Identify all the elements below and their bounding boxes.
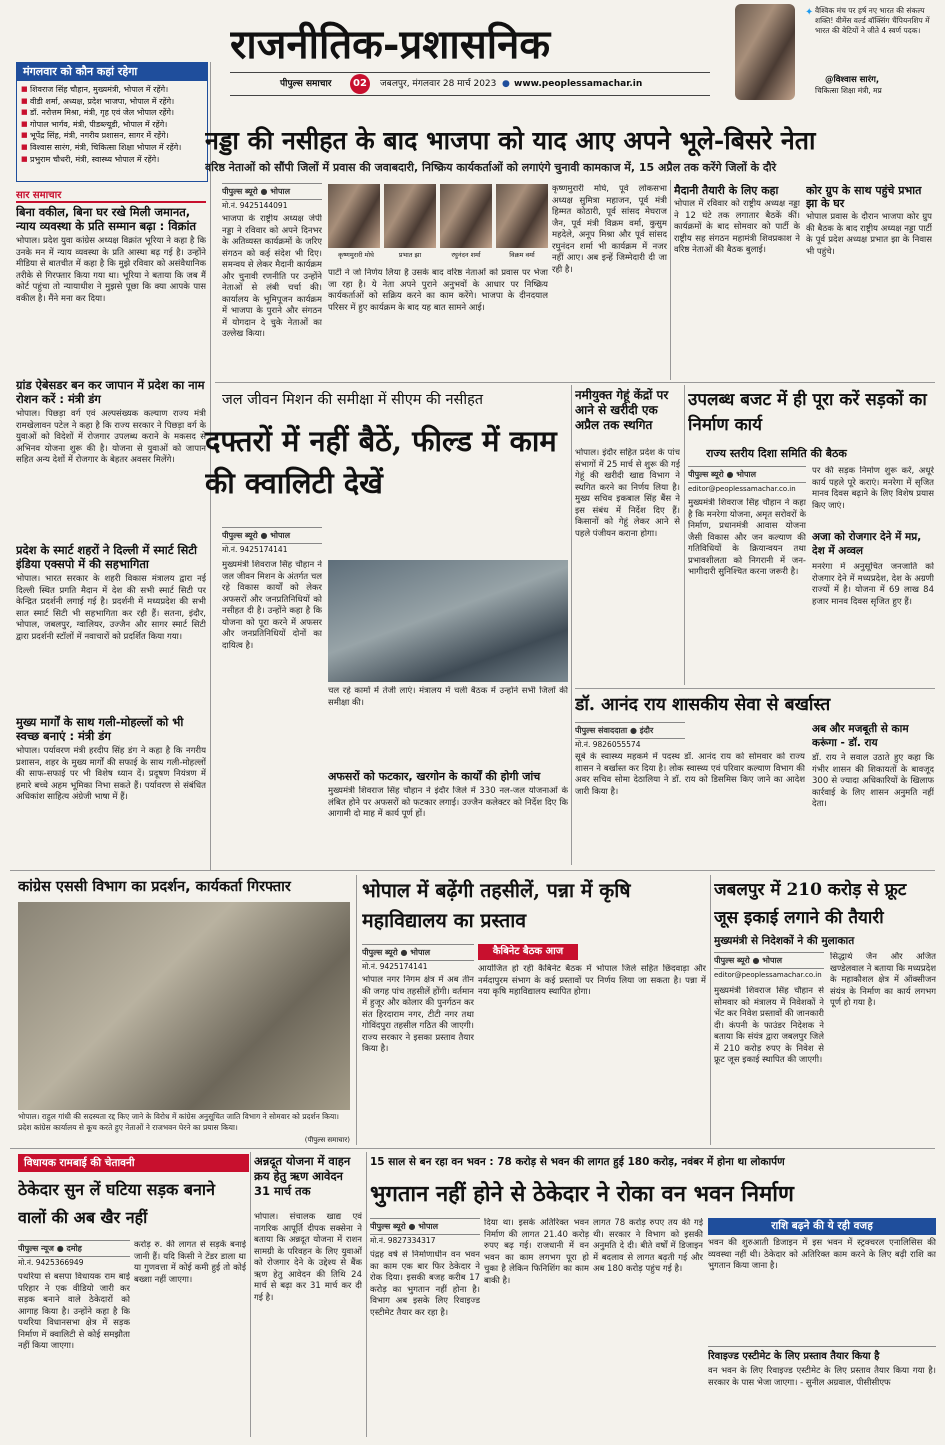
paper-name: पीपुल्स समाचार	[280, 79, 332, 89]
section-rule	[575, 688, 935, 689]
lead-col-2: पार्टी ने जो निर्णय लिया है उसके बाद वरिष्ठ नेताओं को प्रवास पर भेजा जा रहा है। ये नेता अपने पुराने अनुभवों के आधार पर निष्क्रिय कार्यकर्ताओं को सक्रिय करने का काम करेंगे। भाजपा के दीनदयाल परिसर में हुए कार्यक्रम के बाद यह बात सामने आई।	[328, 268, 548, 313]
rai-byline-block	[575, 722, 685, 751]
mobile-number: मो.नं. 9425174141	[222, 545, 288, 554]
side-text: भवन की शुरुआती डिजाइन में इस भवन में स्ट्रक्चरल एनालिसिस की व्यवस्था नहीं थी। ठेकेदार को अतिरिक्त काम करने के लिए बढ़ी राशि का भुगतान किया जाना है।	[708, 1238, 936, 1271]
minister-photo	[735, 4, 795, 100]
photo-credit: (पीपुल्स समाचार)	[304, 1136, 350, 1144]
ministers-list	[17, 81, 207, 168]
story2-headline: दफ्तरों में नहीं बैठें, फील्ड में काम की क्वालिटी देखें	[205, 424, 557, 500]
mobile-number: मो.नं. 9827334317	[370, 1236, 436, 1245]
section-rule	[10, 1148, 935, 1149]
meeting-photo	[328, 560, 568, 682]
masthead-bar	[230, 72, 710, 96]
story2-byline-block	[222, 527, 322, 556]
vanbhavan-col-1: पंद्रह वर्ष से निर्माणाधीन वन भवन का काम एक बार फिर ठेकेदार ने रोक दिया। इसकी बजह करीब 17 करोड़ का भुगतान नहीं होना है। विभाग अब इसके लिए रिवाइज्ड एस्टीमेट तैयार कर रहा है।	[370, 1250, 480, 1318]
tweet-box	[735, 4, 940, 100]
budget-text: मुख्यमंत्री शिवराज सिंह चौहान ने कहा है कि मनरेगा योजना, अमृत सरोवरों के निर्माण, प्रधानमंत्री आवास योजना जैसी विकास और जन कल्याण की गतिविधियों के क्रियान्वयन तथा प्रभावशीलता को निगरानी में जन-भागीदारी सुनिश्चित करना जरूरी है।	[688, 498, 806, 577]
vanbhavan-side	[708, 1218, 936, 1342]
ministers-box	[16, 62, 208, 182]
side-headline: अब और मजबूती से काम करूंगा - डॉ. राय	[812, 723, 909, 749]
mobile-number: मो.नं. 9826055574	[575, 740, 641, 749]
brief-text: भोपाल। पिछड़ा वर्ग एवं अल्पसंख्यक कल्याण राज्य मंत्री रामखेलावन पटेल ने कहा है कि राज्य सरकार ने पिछड़ा वर्ग के युवाओं को विदेशों में रोजगार उपलब्ध कराने के मकसद से अभिनव योजना शुरू की है। योजना से युवाओं को जापान सहित अन्य देशों में रोजगार के बेहतर अवसर मिलेंगे।	[16, 409, 206, 465]
twitter-icon: ✦	[805, 7, 814, 18]
story2-subtext: मुख्यमंत्री शिवराज सिंह चौहान ने इंदौर जिले में 330 नल-जल योजनाओं के लंबित होने पर अफसरों को फटकार लगाई। उज्जैन कलेक्टर को निर्देश दिए कि आगामी दो माह में कार्य पूर्ण हों।	[328, 786, 568, 819]
byline: पीपुल्स संवाददाता ● इंदौर	[575, 722, 685, 739]
rai-text: सूबे के स्वास्थ्य महकमे में पदस्थ डॉ. आनंद राय को सोमवार को राज्य शासन ने बर्खास्त कर दिया है। लोक स्वास्थ्य एवं परिवार कल्याण विभाग की अवर सचिव सोमा देठालिया ने डॉ. राय को डिसमिस किए जाने का आदेश जारी किया है।	[575, 752, 805, 797]
photo-sharma	[440, 184, 492, 248]
photo-verma	[496, 184, 548, 248]
mobile-number: मो.नं. 9425144091	[222, 201, 288, 210]
side-text: डॉ. राय ने सवाल उठाते हुए कहा कि गंभीर शासन की शिकायतों के बावजूद 300 से ज्यादा अधिकारियों के खिलाफ कार्रवाई के लिए शासन अनुमति नहीं देता।	[812, 753, 934, 809]
story2-col-2: चल रहे कामों में तेजी लाएं। मंत्रालय में चली बैठक में उन्होंने सभी जिलों की समीक्षा की।	[328, 686, 568, 708]
wheat-text: भोपाल। इंदौर सहित प्रदेश के पांच संभागों में 25 मार्च से शुरू की गई गेहूं की खरीदी खाद्य विभाग ने स्थगित करने का निर्णय लिया है। मुख्य सचिव इकबाल सिंह बैंस ने इस संबंध में निर्देश दिए हैं। किसानों को गेहूं लेकर आने से पहले पंजीयन कराना होगा।	[575, 448, 680, 539]
mobile-number: editor@peoplessamachar.co.in	[714, 971, 822, 979]
mobile-number: मो.नं. 9425366949	[18, 1258, 84, 1267]
column-rule	[684, 385, 685, 685]
juice-text-2: सिद्धार्थ जैन और अजित खण्डेलवाल ने बताया कि मध्यप्रदेश के महाकौशल क्षेत्र में ऑक्सीजन संयंत्र के निर्माण का कार्य लगभग पूर्ण हो गया है।	[830, 952, 936, 1008]
brief-headline: प्रदेश के स्मार्ट शहरों ने दिल्ली में स्मार्ट सिटी इंडिया एक्सपो में की सहभागिता	[16, 543, 198, 571]
budget-byline-block	[688, 466, 806, 495]
list-item: ■ गोपाल भार्गव, मंत्री, पीडब्ल्यूडी, भोपाल में रहेंगे।	[21, 119, 203, 131]
tehsil-headline: भोपाल में बढ़ेंगी तहसीलें, पन्ना में कृषि महाविद्यालय का प्रस्ताव	[362, 879, 631, 932]
mla-label: विधायक रामबाई की चेतावनी	[18, 1154, 249, 1172]
saar-label: सार समाचार	[16, 187, 206, 203]
list-item: ■ शिवराज सिंह चौहान, मुख्यमंत्री, भोपाल में रहेंगे।	[21, 84, 203, 96]
juice-subhead: मुख्यमंत्री से निदेशकों ने की मुलाकात	[714, 935, 855, 947]
story2-col-1: मुख्यमंत्री शिवराज सिंह चौहान ने जल जीवन मिशन के अंतर्गत चल रहे विकास कार्यों को लेकर अफसरों और जनप्रतिनिधियों को नसीहत दी है। उन्होंने कहा है कि योजना को पूरा करने में अफसर और जनप्रतिनिधियों दोनों का दायित्व है।	[222, 560, 322, 651]
wheat-headline: नमीयुक्त गेहूं केंद्रों पर आने से खरीदी एक अप्रैल तक स्थगित	[575, 388, 669, 432]
byline: पीपुल्स ब्यूरो ● भोपाल	[362, 944, 474, 961]
brief-text: भोपाल। पर्यावरण मंत्री हरदीप सिंह डंग ने कहा है कि नगरीय प्रशासन, शहर के मुख्य मार्गों की सफाई के साथ गली-मोहल्लों की साफ-सफाई पर भी विशेष ध्यान दें। प्रदूषण नियंत्रण में हमारे बच्चे अहम भूमिका निभा सकते हैं। पर्यावरण से संबंधित अधिकांश साहित्य अंग्रेजी भाषा में हैं।	[16, 746, 206, 802]
story2-kicker: जल जीवन मिशन की समीक्षा में सीएम की नसीहत	[222, 392, 484, 408]
lead-headline: नड्डा की नसीहत के बाद भाजपा को याद आए अपने भूले-बिसरे नेता	[205, 126, 816, 155]
side-text: भोपाल में रविवार को राष्ट्रीय अध्यक्ष नड्डा ने 12 घंटे तक लगातार बैठकें कीं। कार्यक्रमों के बाद सोमवार को पार्टी के राष्ट्रीय सह संगठन महामंत्री शिवप्रकाश ने वरिष्ठ नेताओं की बैठक बुलाई।	[674, 199, 800, 255]
lead-col-1: भाजपा के राष्ट्रीय अध्यक्ष जेपी नड्डा ने रविवार को अपने दिनभर के अतिव्यस्त कार्यक्रमों के जरिए संगठन को कई संदेश भी दिए। समन्वय से लेकर मैदानी कार्यक्रम और चुनावी रणनीति पर उन्होंने नेताओं से लंबी चर्चा की। कार्यालय के भूमिपूजन कार्यक्रम में भाजपा के पुराने और संगठन में योगदान दे चुके नेताओं का उल्लेख किया।	[222, 214, 322, 339]
photo-caption: प्रभात झा	[398, 251, 422, 259]
annadoot-headline: अन्नदूत योजना में वाहन क्रय हेतु ऋण आवेदन 31 मार्च तक	[254, 1154, 351, 1198]
budget-headline: उपलब्ध बजट में ही पूरा करें सड़कों का निर्माण कार्य	[688, 390, 927, 435]
side-headline: कोर ग्रुप के साथ पहुंचे प्रभात झा के घर	[806, 184, 922, 210]
side-headline: राशि बढ़ने की ये रही वजह	[708, 1218, 936, 1235]
mla-byline-block	[18, 1240, 130, 1269]
budget-subhead-2: अजा को रोजगार देने में मप्र, देश में अव्वल	[812, 531, 922, 557]
vanbhavan-byline-block	[370, 1218, 480, 1247]
list-item: ■ विश्वास सारंग, मंत्री, चिकित्सा शिक्षा भोपाल में रहेंगे।	[21, 142, 203, 154]
brief-text: भोपाल। प्रदेश युवा कांग्रेस अध्यक्ष विक्रांत भूरिया ने कहा है कि उनके मन में न्याय व्यवस्था के प्रति आस्था बढ़ गई है। उन्होंने मीडिया से बातचीत में कहा है कि मुझे रविवार को असंवैधानिक तरीके से गिरफ्तार किया गया था। भूरिया ने बताया कि जब मैं कोर्ट पहुंचा तो न्यायाधीश ने मुझसे पूछा कि क्या आपके पास वकील है। मैंने मना कर दिया।	[16, 236, 206, 304]
vanbhavan-kicker: 15 साल से बन रहा वन भवन : 78 करोड़ से भवन की लागत हुई 180 करोड़, नवंबर में होना था लोकार्पण	[370, 1156, 785, 1168]
page-number: 02	[350, 74, 370, 94]
brief-headline: मुख्य मार्गों के साथ गली-मोहल्लों को भी स्वच्छ बनाएं : मंत्री डंग	[16, 715, 184, 743]
mla-text-2: करोड़ रु. की लागत से सड़कें बनाई जानी हैं। यदि किसी ने टेंडर डाला था या गुणवत्ता में कोई कमी हुई तो कोई बख्शा नहीं जाएगा।	[134, 1240, 246, 1285]
list-item: ■ वीडी शर्मा, अध्यक्ष, प्रदेश भाजपा, भोपाल में रहेंगे।	[21, 96, 203, 108]
byline: पीपुल्स ब्यूरो ● भोपाल	[222, 183, 322, 200]
brief-text: भोपाल। भारत सरकार के शहरी विकास मंत्रालय द्वारा नई दिल्ली स्थित प्रगति मैदान में देश की सभी स्मार्ट सिटी पर केन्द्रित प्रदर्शनी लगाई गई है। प्रदर्शनी में मध्यप्रदेश की सभी सात स्मार्ट सिटी भी सहभागिता कर रही हैं। सतना, इंदौर, भोपाल, जबलपुर, ग्वालियर, उज्जैन और सागर स्मार्ट सिटी द्वारा प्रदर्शनी स्टॉलों में नवाचारों को प्रदर्शित किया गया।	[16, 574, 206, 642]
footer-text: वन भवन के लिए रिवाइज्ड एस्टीमेट के लिए प्रस्ताव तैयार किया गया है। सरकार के पास भेजा जाएगा। - सुनील अग्रवाल, पीसीसीएफ	[708, 1366, 936, 1388]
column-rule	[670, 180, 671, 380]
juice-byline-block	[714, 952, 824, 981]
column-rule	[710, 875, 711, 1145]
protest-photo	[18, 902, 350, 1110]
byline: पीपुल्स ब्यूरो ● भोपाल	[714, 952, 824, 969]
juice-headline: जबलपुर में 210 करोड़ से फ्रूट जूस इकाई लगाने की तैयारी	[714, 880, 907, 928]
tweet-handle: @विश्वास सारंग,	[825, 75, 880, 85]
tweet-role: चिकित्सा शिक्षा मंत्री, मप्र	[815, 86, 882, 95]
globe-icon: ●	[502, 79, 510, 89]
budget-text-2: पर की सड़क निर्माण शुरू करें, अधूरे कार्य पहले पूरे कराएं। मनरेगा में सृजित मानव दिवस बढ़ाने के लिए विशेष प्रयास किए जाएं।	[812, 466, 934, 511]
byline: पीपुल्स न्यूज ● दमोह	[18, 1240, 130, 1257]
section-rule	[10, 870, 935, 871]
saar-item-1	[16, 205, 206, 385]
side-text: भोपाल प्रवास के दौरान भाजपा कोर ग्रुप की बैठक के बाद राष्ट्रीय अध्यक्ष नड्डा पार्टी के पूर्व प्रदेश अध्यक्ष प्रभात झा के निवास भी पहुंचे।	[806, 212, 932, 257]
vanbhavan-footer	[708, 1346, 936, 1435]
vanbhavan-col-2: दिया था। इसके अतिरिक्त भवन निर्माण की लागत 21.40 करोड़ रुपए बढ़ गई। राजधानी में वन भवन का काम लगभग पूरा हो चुका है लेकिन फिनिशिंग का काम बाकी है।	[484, 1218, 589, 1286]
list-item: ■ डॉ. नरोत्तम मिश्रा, मंत्री, गृह एवं जेल भोपाल रहेंगे।	[21, 107, 203, 119]
rai-headline: डॉ. आनंद राय शासकीय सेवा से बर्खास्त	[575, 695, 831, 715]
annadoot-text: भोपाल। संचालक खाद्य एवं नागरिक आपूर्ति दीपक सक्सेना ने बताया कि अन्नदूत योजना में राशन सामग्री के परिवहन के लिए युवाओं को रोजगार देने के उद्देश्य से बैंक ऋण हेतु आवेदन की तिथि 24 मार्च से बढ़ा कर 31 मार्च कर दी गई है।	[254, 1212, 362, 1303]
brief-headline: ग्रांड ऐबेसडर बन कर जापान में प्रदेश का नाम रोशन करें : मंत्री डंग	[16, 378, 205, 406]
footer-headline: रिवाइज्ड एस्टीमेट के लिए प्रस्ताव तैयार किया है	[708, 1351, 880, 1362]
mobile-number: editor@peoplessamachar.co.in	[688, 485, 796, 493]
byline: पीपुल्स ब्यूरो ● भोपाल	[688, 466, 806, 483]
saar-item-4	[16, 715, 206, 865]
cabinet-badge: कैबिनेट बैठक आज	[478, 944, 578, 960]
vanbhavan-col-3: लागत 78 करोड़ रुपए तय की गई थी। सरकार ने विभाग को इसकी अनुमति दे दी। बीते वर्षों में डिजाइन में बदलाव से लागत बढ़ती गई और अब 180 करोड़ पहुंच गई है।	[593, 1218, 703, 1274]
section-title: राजनीतिक-प्रशासनिक	[230, 21, 551, 68]
tehsil-byline-block	[362, 944, 474, 973]
budget-subhead: राज्य स्तरीय दिशा समिति की बैठक	[706, 447, 847, 460]
juice-text: मुख्यमंत्री शिवराज सिंह चौहान से सोमवार को मंत्रालय में निवेशकों ने भेंट कर निवेश प्रस्तावों की जानकारी दी। कंपनी के फाउंडर निदेशक ने बताया कि संयंत्र द्वारा जबलपुर जिले में 210 करोड़ रुपए के निवेश से फ्रूट जूस इकाई स्थापित की जाएगी।	[714, 986, 824, 1065]
column-rule	[366, 1152, 367, 1437]
photo-caption: रघुनंदन शर्मा	[451, 251, 481, 259]
byline: पीपुल्स ब्यूरो ● भोपाल	[222, 527, 322, 544]
brief-headline: बिना वकील, बिना घर रखे मिली जमानत, न्याय व्यवस्था के प्रति सम्मान बढ़ा : विक्रांत	[16, 205, 197, 233]
photo-moghe	[328, 184, 380, 248]
list-item: ■ भूपेंद्र सिंह, मंत्री, नगरीय प्रशासन, सागर में रहेंगे।	[21, 130, 203, 142]
tehsil-text: भोपाल नगर निगम क्षेत्र में अब तीन की जगह पांच तहसीलें होंगी। वर्तमान में हुजूर और कोलार की पुनर्गठन कर संत हिरदाराम नगर, टीटी नगर तथा गोविंदपुरा तहसील गठित की जाएगी। राज्य सरकार ने इसका प्रस्ताव तैयार किया है।	[362, 975, 474, 1054]
list-item: ■ प्रभुराम चौधरी, मंत्री, स्वास्थ्य भोपाल में रहेंगे।	[21, 154, 203, 166]
mla-text: पथरिया से बसपा विधायक राम बाई परिहार ने एक वीडियो जारी कर सड़क बनाने वाले ठेकेदारों को आगाह किया है। उन्होंने कहा है कि पथरिया विधानसभा क्षेत्र में सड़क निर्माण में क्वालिटी से कोई समझौता नहीं किया जाएगा।	[18, 1272, 130, 1351]
congress-caption: भोपाल। राहुल गांधी की सदस्यता रद्द किए जाने के विरोध में कांग्रेस अनुसूचित जाति विभाग ने सोमवार को प्रदर्शन किया। प्रदेश कांग्रेस कार्यालय से कूच करते हुए नेताओं ने राजभवन घेरने का प्रयास किया।	[18, 1112, 339, 1132]
side-training	[674, 184, 932, 379]
ministers-box-heading: मंगलवार को कौन कहां रहेगा	[17, 63, 207, 81]
lead-subhead: वरिष्ठ नेताओं को सौंपी जिलों में प्रवास की जवाबदारी, निष्क्रिय कार्यकर्ताओं को लगाएंगे चुनावी कामकाज में, 15 अप्रैल तक करेंगे जिलों के दौरे	[205, 161, 777, 174]
congress-headline: कांग्रेस एससी विभाग का प्रदर्शन, कार्यकर्ता गिरफ्तार	[18, 879, 291, 895]
saar-item-3	[16, 543, 206, 713]
tweet-text: वैश्विक मंच पर हर्ष नए भारत की संकल्प शक्ति! वीमेंस वर्ल्ड बॉक्सिंग चैंपियनशिप में भारत की बेटियों ने जीते 4 स्वर्ण पदक।	[815, 6, 930, 35]
lead-col-3: कृष्णमुरारी मोघे, पूर्व लोकसभा अध्यक्ष सुमित्रा महाजन, पूर्व मंत्री हिम्मत कोठारी, पूर्व सांसद मेघराज जैन, पूर्व मंत्री विक्रम वर्मा, कुसुम महदेले, अनूप मिश्रा और पूर्व सांसद रघुनंदन शर्मा भी कार्यक्रम में नजर नहीं आए। अब इन्हें जिम्मेदारी दी जा रही है।	[552, 184, 667, 275]
mobile-number: मो.नं. 9425174141	[362, 962, 428, 971]
budget-subtext: मनरेगा में अनुसूचित जनजाति को रोजगार देने में मध्यप्रदेश, देश के अग्रणी राज्यों में है। योजना में 69 लाख 84 हजार मानव दिवस सृजित हुए हैं।	[812, 562, 934, 607]
saar-item-2	[16, 378, 206, 538]
rai-side	[812, 722, 934, 862]
column-rule	[250, 1152, 251, 1437]
website[interactable]: www.peoplessamachar.in	[514, 79, 643, 89]
dateline: जबलपुर, मंगलवार 28 मार्च 2023	[380, 79, 497, 89]
side-headline: मैदानी तैयारी के लिए कहा	[674, 184, 779, 197]
photo-caption: कृष्णमुरारी मोघे	[338, 251, 374, 259]
photo-jha	[384, 184, 436, 248]
section-rule	[215, 382, 935, 383]
mla-headline: ठेकेदार सुन लें घटिया सड़क बनाने वालों की अब खैर नहीं	[18, 1180, 215, 1227]
column-rule	[356, 875, 357, 1145]
byline: पीपुल्स ब्यूरो ● भोपाल	[370, 1218, 480, 1235]
column-rule	[571, 385, 572, 865]
photo-caption: विक्रम वर्मा	[509, 251, 535, 259]
lead-byline-block	[222, 183, 322, 212]
vanbhavan-headline: भुगतान नहीं होने से ठेकेदार ने रोका वन भवन निर्माण	[370, 1181, 794, 1207]
tehsil-text-2: आयोजित हो रही कैबिनेट बैठक में भोपाल जिले सहित छिंदवाड़ा और नर्मदापुरम संभाग के कई प्रस्तावों पर निर्णय लिया जा सकता है। पन्ना में नया कृषि महाविद्यालय स्थापित होगा।	[478, 964, 706, 997]
lead-photos	[328, 184, 550, 264]
story2-subhead: अफसरों को फटकार, खरगोन के कार्यों की होगी जांच	[328, 770, 541, 783]
